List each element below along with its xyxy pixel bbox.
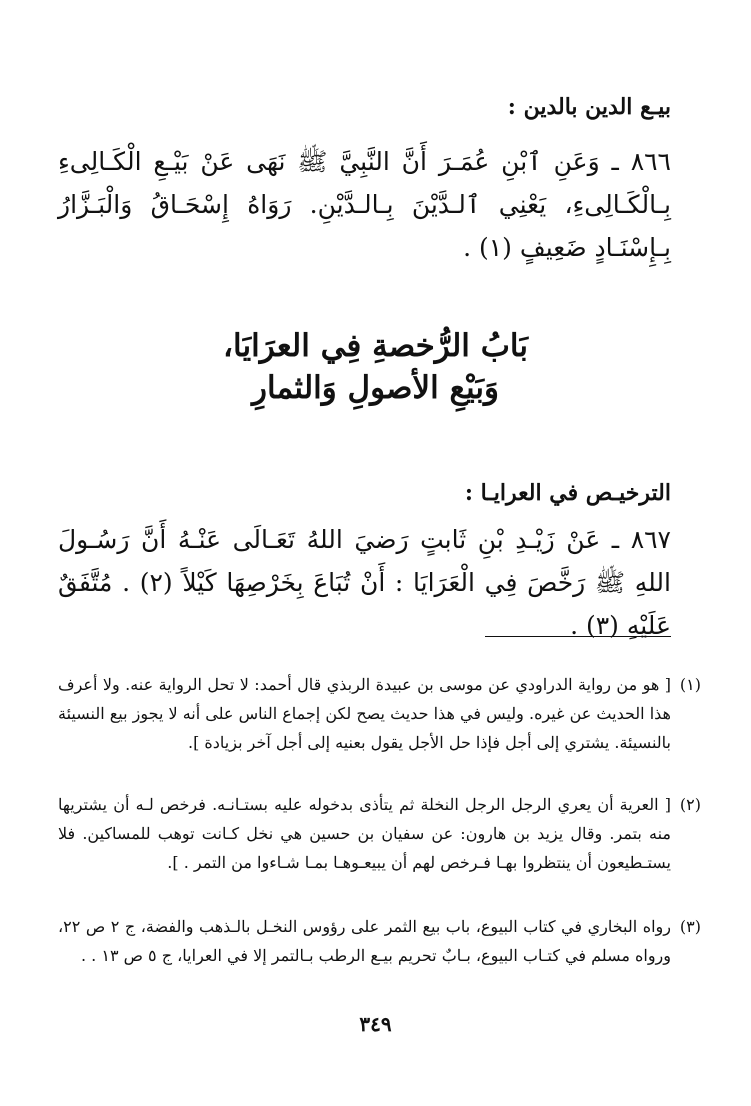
chapter-title-line2: وَبَيْعِ الأصولِ وَالثمارِ [252,370,499,406]
footnote-3 [58,912,701,970]
footnote-1 [58,670,701,757]
section-heading-araya: الترخيـص في العرايـا : [464,480,671,506]
footnote-text: [ العرية أن يعري الرجل الرجل النخلة ثم يتأذى بدخوله عليه بستـانـه. فرخص لـه أن يشتريها منه بتمر. وقال يزيد بن هارون: عن سفيان بن حسين هي نخل كـانت توهب للمساكين. فلا يستـطيعون أن ينتظروا بهـا فـرخص لهم أن يبيعـوهـا بمـا شـاءوا من التمر . ]. [58,795,671,872]
hadith-867: ٨٦٧ ـ عَنْ زَيْـدِ بْنِ ثَابتٍ رَضيَ اللهُ تَعَـالَى عَنْـهُ أَنَّ رَسُـولَ اللهِ ﷺ رَخَّصَ فِي الْعَرَايَا : أَنْ تُبَاعَ بِخَرْصِهَا كَيْلاً (٢) . مُتَّفَقٌ عَلَيْهِ (٣) . [58,525,671,640]
section-heading-debt-sale: بيـع الدين بالدين : [507,94,671,120]
chapter-title-line1: بَابُ الرُّخصةِ فِي العرَايَا، [223,328,528,364]
hadith-866: ٨٦٦ ـ وَعَنِ ٱبْنِ عُمَـرَ أَنَّ النَّبِيَّ ﷺ نَهَى عَنْ بَيْـعِ الْكَـالِىءِ بِـالْكَـالِىءِ، يَعْنِي ٱلـدَّيْنَ بِـالـدَّيْنِ. رَوَاهُ إِسْحَـاقُ وَالْبَـزَّارُ بِـإِسْنَـادٍ ضَعِيفٍ (١) . [58,147,671,262]
footnote-text: [ هو من رواية الدراودي عن موسى بن عبيدة الربذي قال أحمد: لا تحل الرواية عنه. ولا أعرف هذا الحديث عن غيره. وليس في هذا حديث يصح لكن إجماع الناس على أنه لا يجوز بيع النسيئة بالنسيئة. يشتري إلى أجل فإذا حل الأجل يقول بعنيه إلى أجل آخر بزيادة ]. [58,675,671,752]
footnote-number: (٢) [679,795,701,814]
footnote-divider [485,636,671,637]
footnote-2 [58,790,701,877]
footnote-number: (٣) [679,917,701,936]
footnote-text: رواه البخاري في كتاب البيوع، باب بيع الثمر على رؤوس النخـل بالـذهب والفضة، ج ٢ ص ٢٢، ورواه مسلم في كتـاب البيوع، بـابٌ تحريم بيـع الرطب بـالتمر إلا في العرايا، ج ٥ ص ١٣ . . [58,917,672,965]
page-number: ٣٤٩ [359,1012,392,1036]
footnote-number: (١) [679,675,701,694]
